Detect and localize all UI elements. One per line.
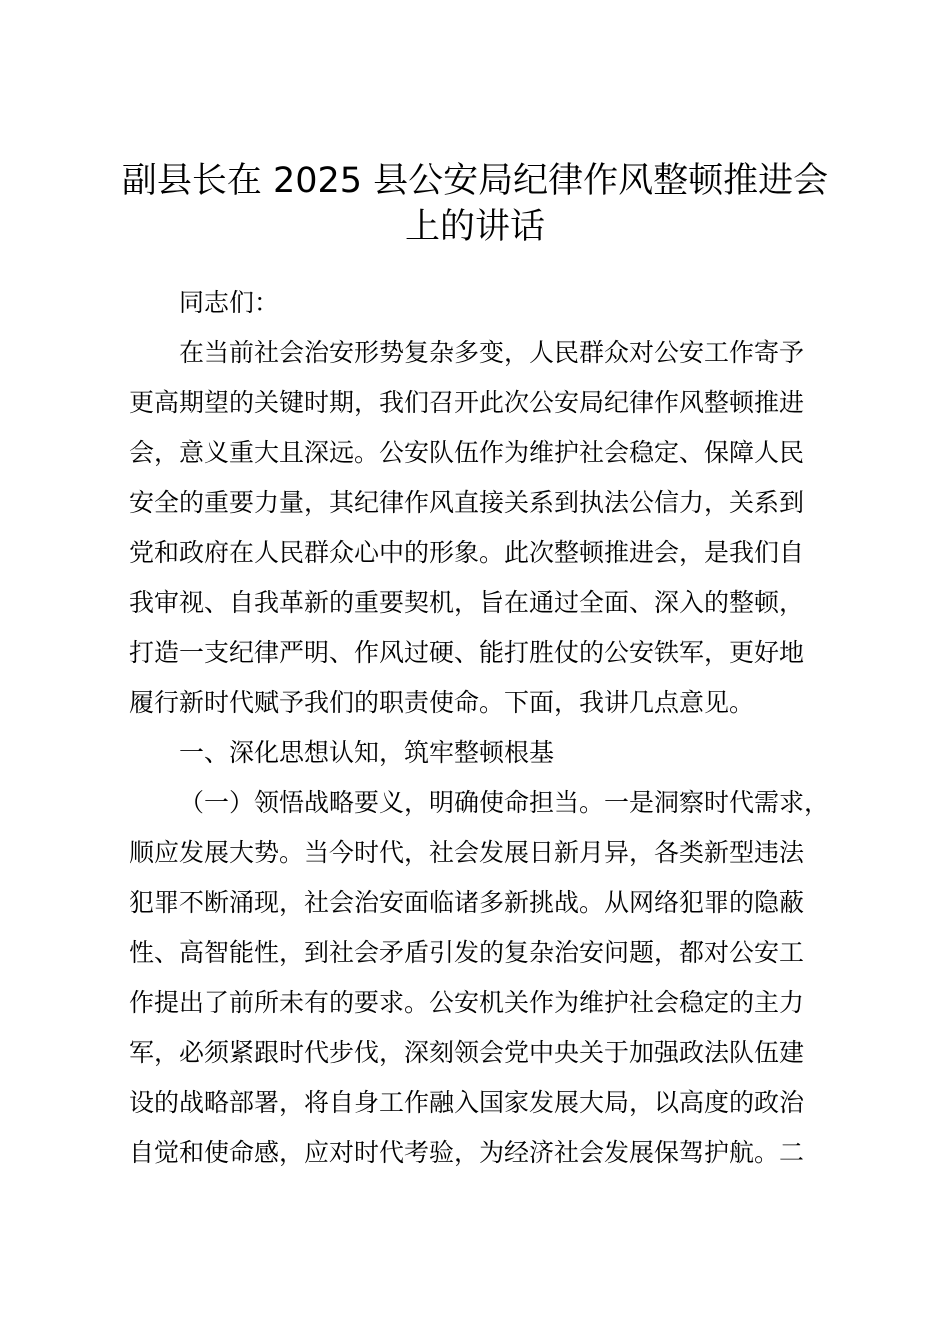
text-line: 作提出了前所未有的要求。公安机关作为维护社会稳定的主力 <box>129 988 805 1017</box>
text-line: 设的战略部署，将自身工作融入国家发展大局，以高度的政治 <box>129 1088 805 1117</box>
text-line: 在当前社会治安形势复杂多变，人民群众对公安工作寄予 <box>179 338 805 367</box>
salutation-text: 同志们： <box>179 288 280 317</box>
salutation <box>129 278 854 328</box>
text-line: 顺应发展大势。当今时代，社会发展日新月异，各类新型违法 <box>129 838 805 867</box>
paragraph-intro <box>129 328 854 728</box>
text-line: 更高期望的关键时期，我们召开此次公安局纪律作风整顿推进 <box>129 388 805 417</box>
text-line: 履行新时代赋予我们的职责使命。下面，我讲几点意见。 <box>129 688 755 717</box>
text-line: 我审视、自我革新的重要契机，旨在通过全面、深入的整顿， <box>129 588 805 617</box>
paragraph-section-1 <box>129 778 854 1178</box>
text-line: 犯罪不断涌现，社会治安面临诸多新挑战。从网络犯罪的隐蔽 <box>129 888 805 917</box>
section-heading <box>129 728 854 778</box>
text-line: 军，必须紧跟时代步伐，深刻领会党中央关于加强政法队伍建 <box>129 1038 805 1067</box>
title-line: 副县长在 2025 县公安局纪律作风整顿推进会 <box>121 161 829 201</box>
text-line: 自觉和使命感，应对时代考验，为经济社会发展保驾护航。二 <box>129 1138 805 1167</box>
text-line: 会，意义重大且深远。公安队伍作为维护社会稳定、保障人民 <box>129 438 805 467</box>
document-title <box>100 158 850 250</box>
text-line: 安全的重要力量，其纪律作风直接关系到执法公信力，关系到 <box>129 488 805 517</box>
text-line: （一）领悟战略要义，明确使命担当。一是洞察时代需求， <box>179 788 830 817</box>
title-line: 上的讲话 <box>404 207 545 247</box>
text-line: 性、高智能性，到社会矛盾引发的复杂治安问题，都对公安工 <box>129 938 805 967</box>
text-line: 党和政府在人民群众心中的形象。此次整顿推进会，是我们自 <box>129 538 805 567</box>
heading-text: 一、深化思想认知，筑牢整顿根基 <box>179 738 555 767</box>
text-line: 打造一支纪律严明、作风过硬、能打胜仗的公安铁军，更好地 <box>129 638 805 667</box>
